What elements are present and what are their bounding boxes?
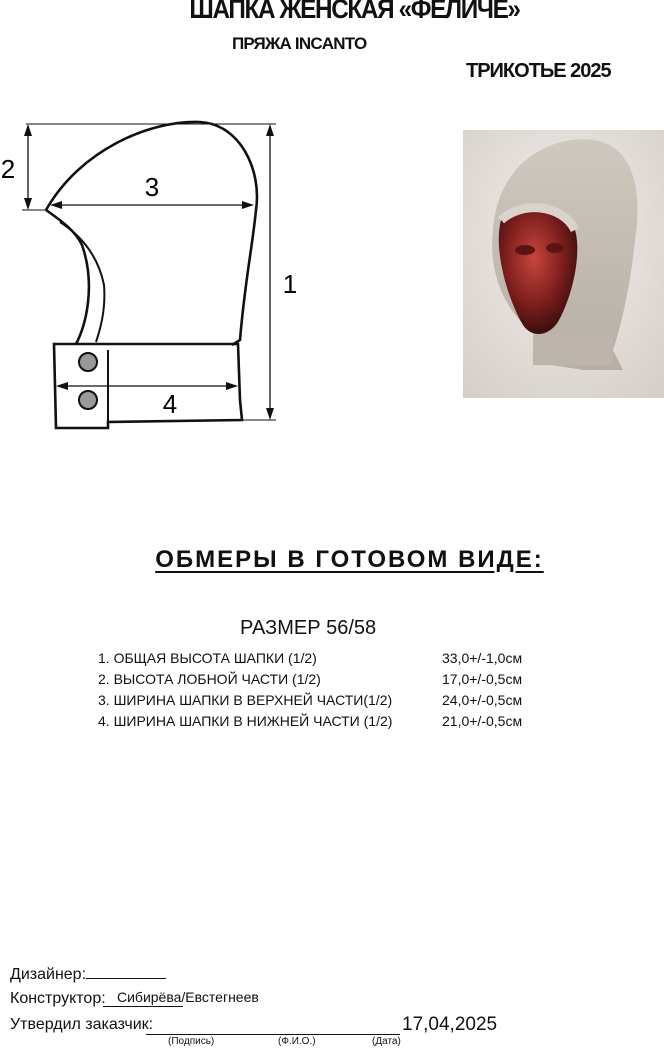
measurement-label: 4. ШИРИНА ШАПКИ В НИЖНЕЙ ЧАСТИ (1/2) [98,713,393,729]
document-title: ШАПКА ЖЕНСКАЯ «ФЕЛИЧЕ» [189,0,520,24]
hat-flat-diagram [0,110,310,440]
button-bottom [79,391,97,409]
constructor-label: Конструктор: [10,990,106,1007]
designer-line [10,966,166,984]
approved-underline [146,1034,400,1035]
measurement-row [98,692,538,712]
measurement-value: 33,0+/-1,0см [442,650,523,666]
dimension-label-2: 2 [0,154,16,184]
caption-name: (Ф.И.О.) [278,1036,316,1047]
size-label: РАЗМЕР 56/58 [240,617,377,639]
measurement-row [98,650,538,670]
designer-label: Дизайнер: [10,966,87,983]
measurement-value: 17,0+/-0,5см [442,671,523,687]
constructor-underline [103,1006,183,1007]
constructor-line [10,990,106,1008]
measurement-label: 1. ОБЩАЯ ВЫСОТА ШАПКИ (1/2) [98,650,317,666]
caption-date: (Дата) [372,1036,401,1047]
measurements-heading: ОБМЕРЫ В ГОТОВОМ ВИДЕ: [155,546,544,573]
caption-signature: (Подпись) [168,1036,215,1047]
dimension-label-1: 1 [282,269,298,299]
measurement-row [98,671,538,691]
button-top [79,353,97,371]
measurement-value: 21,0+/-0,5см [442,713,523,729]
product-photo [463,130,664,398]
measurement-label: 2. ВЫСОТА ЛОБНОЙ ЧАСТИ (1/2) [98,671,321,687]
approved-label: Утвердил заказчик: [10,1016,154,1033]
measurement-label: 3. ШИРИНА ШАПКИ В ВЕРХНЕЙ ЧАСТИ(1/2) [98,692,393,708]
approval-date: 17,04,2025 [402,1014,498,1035]
yarn-name: ПРЯЖА INCANTO [232,34,367,53]
measurement-value: 24,0+/-0,5см [442,692,523,708]
constructor-name: Сибирёва/Евстегнеев [117,989,259,1005]
face-opening-inner [60,222,104,342]
measurement-row [98,713,538,733]
face-opening-outer [46,210,89,344]
season-label: ТРИКОТЬЕ 2025 [466,60,611,82]
dimension-label-4: 4 [162,389,178,419]
approved-line [10,1016,153,1034]
dimension-label-3: 3 [144,172,160,202]
hat-outline [46,122,257,345]
